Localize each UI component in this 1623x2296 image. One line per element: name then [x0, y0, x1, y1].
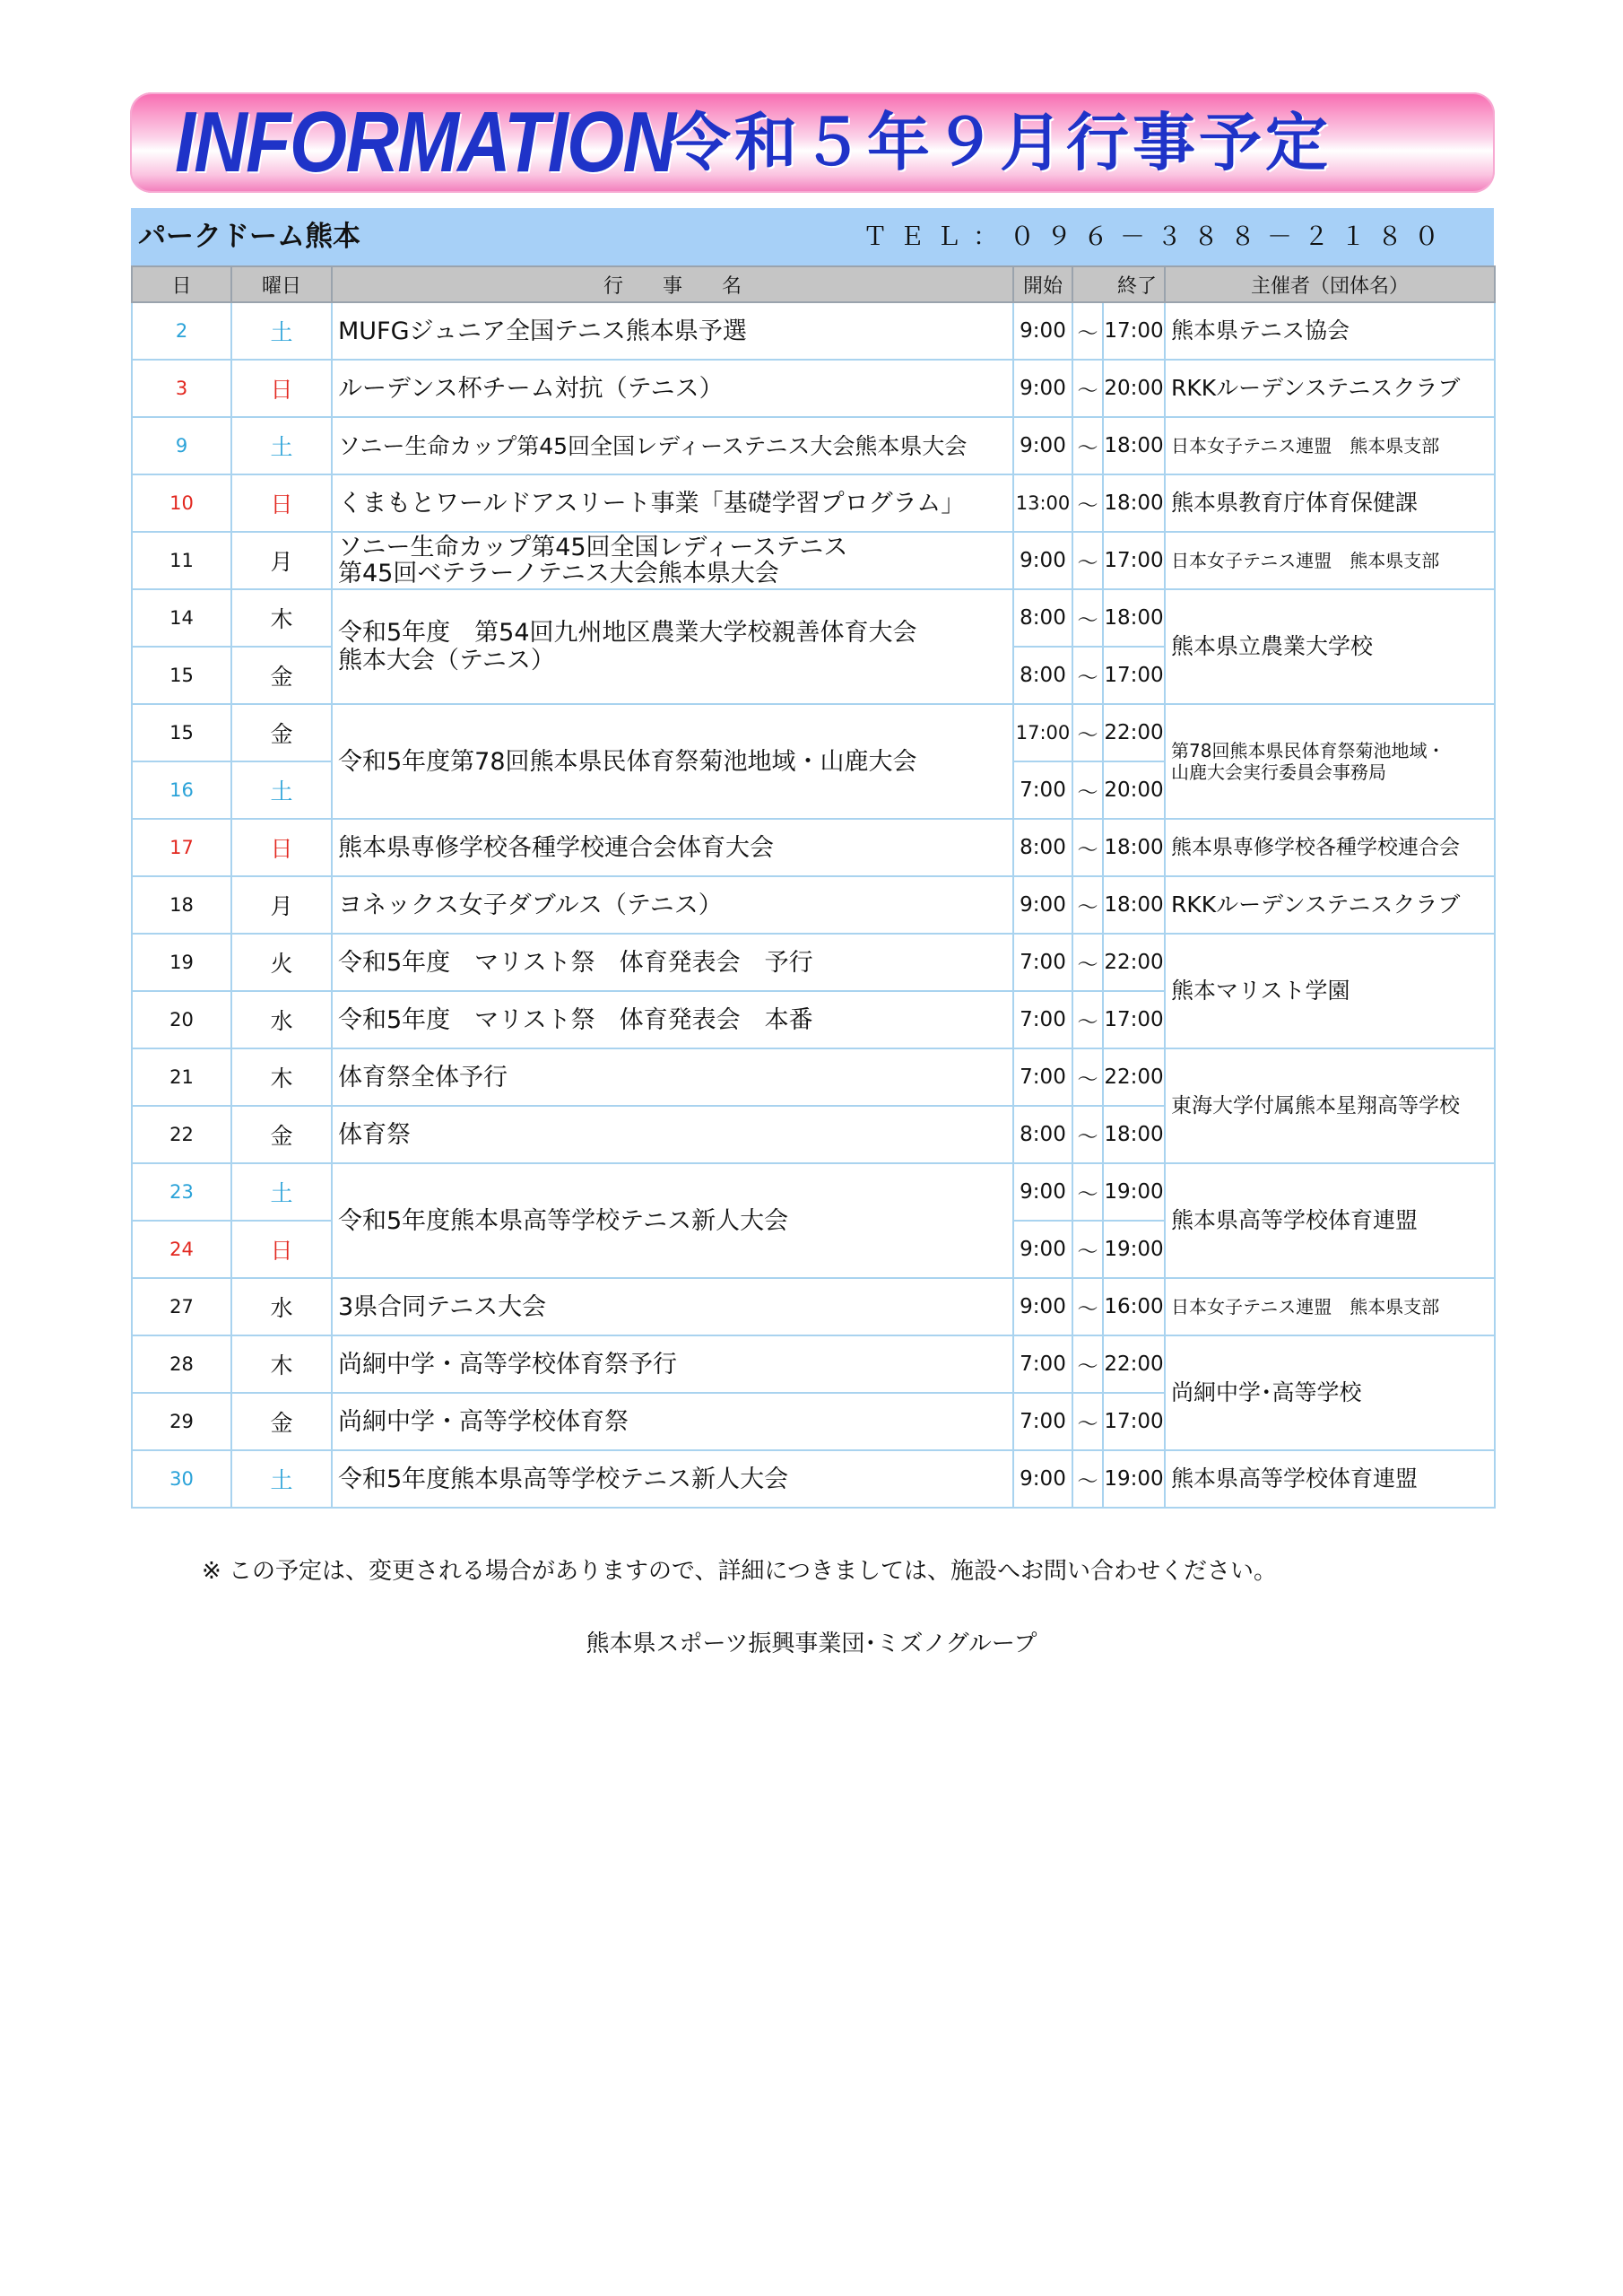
event-line: 熊本大会（テニス）: [338, 647, 555, 674]
day-cell: 23: [132, 1163, 231, 1221]
table-row: [132, 360, 1495, 417]
day-cell: 15: [132, 704, 231, 761]
end-time-cell: 22:00: [1103, 704, 1165, 761]
start-time-cell: 9:00: [1013, 876, 1072, 934]
event-cell: くまもとワールドアスリート事業「基礎学習プログラム」: [332, 474, 1013, 532]
time-separator: ～: [1072, 532, 1103, 589]
weekday-cell: 水: [231, 991, 332, 1048]
time-separator: ～: [1072, 991, 1103, 1048]
weekday-cell: 土: [231, 1450, 332, 1508]
event-cell: 体育祭: [332, 1106, 1013, 1163]
end-time-cell: 18:00: [1103, 417, 1165, 474]
organizer-cell: 日本女子テニス連盟 熊本県支部: [1165, 532, 1495, 589]
day-cell: 30: [132, 1450, 231, 1508]
time-separator: ～: [1072, 1106, 1103, 1163]
time-separator: ～: [1072, 417, 1103, 474]
table-row: [132, 1163, 1495, 1221]
table-row: [132, 474, 1495, 532]
organizer-cell: 熊本県テニス協会: [1165, 302, 1495, 360]
day-cell: 3: [132, 360, 231, 417]
time-separator: ～: [1072, 1048, 1103, 1106]
event-cell: 令和5年度 マリスト祭 体育発表会 本番: [332, 991, 1013, 1048]
organizer-cell: 熊本県高等学校体育連盟: [1165, 1163, 1495, 1278]
column-header-start: 開始: [1013, 266, 1072, 302]
organizer-cell: RKKルーデンステニスクラブ: [1165, 876, 1495, 934]
time-separator: ～: [1072, 1278, 1103, 1335]
table-row: [132, 1048, 1495, 1106]
weekday-cell: 土: [231, 761, 332, 819]
end-time-cell: 19:00: [1103, 1450, 1165, 1508]
venue-name: パークドーム熊本: [138, 221, 360, 253]
time-separator: ～: [1072, 647, 1103, 704]
start-time-cell: 9:00: [1013, 417, 1072, 474]
schedule-table: [131, 265, 1496, 1509]
day-cell: 16: [132, 761, 231, 819]
event-cell: 3県合同テニス大会: [332, 1278, 1013, 1335]
start-time-cell: 8:00: [1013, 647, 1072, 704]
footer-organization: 熊本県スポーツ振興事業団･ミズノグループ: [586, 1631, 1037, 1657]
start-time-cell: 8:00: [1013, 1106, 1072, 1163]
start-time-cell: 9:00: [1013, 1163, 1072, 1221]
schedule-note: ※ この予定は、変更される場合がありますので、詳細につきましては、施設へお問い合わせください。: [202, 1558, 1278, 1585]
day-cell: 18: [132, 876, 231, 934]
event-cell: ヨネックス女子ダブルス（テニス）: [332, 876, 1013, 934]
weekday-cell: 木: [231, 1048, 332, 1106]
weekday-cell: 火: [231, 934, 332, 991]
end-time-cell: 18:00: [1103, 819, 1165, 876]
end-time-cell: 22:00: [1103, 1048, 1165, 1106]
day-cell: 15: [132, 647, 231, 704]
end-time-cell: 17:00: [1103, 1393, 1165, 1450]
time-separator: ～: [1072, 1221, 1103, 1278]
event-cell: MUFGジュニア全国テニス熊本県予選: [332, 302, 1013, 360]
organizer-cell: 熊本県専修学校各種学校連合会: [1165, 819, 1495, 876]
start-time-cell: 7:00: [1013, 1048, 1072, 1106]
end-time-cell: 17:00: [1103, 302, 1165, 360]
table-row: [132, 934, 1495, 991]
start-time-cell: 7:00: [1013, 991, 1072, 1048]
weekday-cell: 金: [231, 647, 332, 704]
column-header-end: 終了: [1072, 266, 1165, 302]
start-time-cell: 13:00: [1013, 474, 1072, 532]
weekday-cell: 月: [231, 532, 332, 589]
weekday-cell: 日: [231, 819, 332, 876]
weekday-cell: 金: [231, 1106, 332, 1163]
end-time-cell: 19:00: [1103, 1163, 1165, 1221]
end-time-cell: 18:00: [1103, 876, 1165, 934]
time-separator: ～: [1072, 1335, 1103, 1393]
end-time-cell: 18:00: [1103, 1106, 1165, 1163]
event-cell: 令和5年度熊本県高等学校テニス新人大会: [332, 1163, 1013, 1278]
event-line: 令和5年度 第54回九州地区農業大学校親善体育大会: [338, 619, 917, 647]
day-cell: 17: [132, 819, 231, 876]
organizer-cell: [1165, 704, 1495, 819]
start-time-cell: 9:00: [1013, 532, 1072, 589]
venue-bar: [131, 208, 1494, 265]
time-separator: ～: [1072, 360, 1103, 417]
end-time-cell: 18:00: [1103, 589, 1165, 647]
day-cell: 29: [132, 1393, 231, 1450]
day-cell: 28: [132, 1335, 231, 1393]
day-cell: 21: [132, 1048, 231, 1106]
organizer-cell: 熊本県高等学校体育連盟: [1165, 1450, 1495, 1508]
end-time-cell: 16:00: [1103, 1278, 1165, 1335]
weekday-cell: 日: [231, 360, 332, 417]
table-row: [132, 819, 1495, 876]
event-cell: 体育祭全体予行: [332, 1048, 1013, 1106]
end-time-cell: 22:00: [1103, 1335, 1165, 1393]
weekday-cell: 土: [231, 1163, 332, 1221]
table-row: [132, 704, 1495, 761]
time-separator: ～: [1072, 1450, 1103, 1508]
end-time-cell: 17:00: [1103, 647, 1165, 704]
weekday-cell: 月: [231, 876, 332, 934]
organizer-cell: 日本女子テニス連盟 熊本県支部: [1165, 1278, 1495, 1335]
start-time-cell: 7:00: [1013, 934, 1072, 991]
day-cell: 14: [132, 589, 231, 647]
table-row: [132, 589, 1495, 647]
end-time-cell: 19:00: [1103, 1221, 1165, 1278]
organizer-line: 第78回熊本県民体育祭菊池地域・: [1171, 740, 1445, 761]
event-cell: ルーデンス杯チーム対抗（テニス）: [332, 360, 1013, 417]
organizer-cell: 熊本マリスト学園: [1165, 934, 1495, 1048]
start-time-cell: 8:00: [1013, 589, 1072, 647]
information-heading: INFORMATION: [175, 94, 675, 190]
end-time-cell: 17:00: [1103, 991, 1165, 1048]
event-line: 第45回ベテラーノテニス大会熊本県大会: [338, 560, 779, 587]
organizer-cell: 日本女子テニス連盟 熊本県支部: [1165, 417, 1495, 474]
time-separator: ～: [1072, 704, 1103, 761]
weekday-cell: 木: [231, 1335, 332, 1393]
start-time-cell: 9:00: [1013, 1278, 1072, 1335]
weekday-cell: 水: [231, 1278, 332, 1335]
organizer-cell: RKKルーデンステニスクラブ: [1165, 360, 1495, 417]
weekday-cell: 土: [231, 417, 332, 474]
event-cell: 令和5年度第78回熊本県民体育祭菊池地域・山鹿大会: [332, 704, 1013, 819]
day-cell: 11: [132, 532, 231, 589]
time-separator: ～: [1072, 934, 1103, 991]
time-separator: ～: [1072, 876, 1103, 934]
start-time-cell: 17:00: [1013, 704, 1072, 761]
weekday-cell: 木: [231, 589, 332, 647]
time-separator: ～: [1072, 1163, 1103, 1221]
start-time-cell: 7:00: [1013, 1335, 1072, 1393]
start-time-cell: 8:00: [1013, 819, 1072, 876]
time-separator: ～: [1072, 1393, 1103, 1450]
start-time-cell: 9:00: [1013, 1450, 1072, 1508]
time-separator: ～: [1072, 761, 1103, 819]
column-header-event: 行 事 名: [332, 266, 1013, 302]
column-header-day: 日: [132, 266, 231, 302]
weekday-cell: 日: [231, 474, 332, 532]
event-cell: [332, 589, 1013, 704]
table-row: [132, 532, 1495, 589]
weekday-cell: 金: [231, 704, 332, 761]
table-row: [132, 1278, 1495, 1335]
time-separator: ～: [1072, 302, 1103, 360]
weekday-cell: 日: [231, 1221, 332, 1278]
day-cell: 19: [132, 934, 231, 991]
start-time-cell: 7:00: [1013, 761, 1072, 819]
end-time-cell: 22:00: [1103, 934, 1165, 991]
event-cell: [332, 532, 1013, 589]
day-cell: 24: [132, 1221, 231, 1278]
organizer-cell: 東海大学付属熊本星翔高等学校: [1165, 1048, 1495, 1163]
day-cell: 20: [132, 991, 231, 1048]
table-row: [132, 876, 1495, 934]
start-time-cell: 9:00: [1013, 1221, 1072, 1278]
time-separator: ～: [1072, 589, 1103, 647]
event-cell: 尚絅中学・高等学校体育祭予行: [332, 1335, 1013, 1393]
event-line: ソニー生命カップ第45回全国レディーステニス: [338, 534, 848, 561]
day-cell: 10: [132, 474, 231, 532]
table-row: [132, 1450, 1495, 1508]
end-time-cell: 20:00: [1103, 360, 1165, 417]
time-separator: ～: [1072, 819, 1103, 876]
event-cell: 尚絅中学・高等学校体育祭: [332, 1393, 1013, 1450]
title-banner: [130, 92, 1495, 193]
start-time-cell: 9:00: [1013, 360, 1072, 417]
table-row: [132, 417, 1495, 474]
end-time-cell: 20:00: [1103, 761, 1165, 819]
day-cell: 27: [132, 1278, 231, 1335]
day-cell: 22: [132, 1106, 231, 1163]
start-time-cell: 9:00: [1013, 302, 1072, 360]
organizer-cell: 熊本県立農業大学校: [1165, 589, 1495, 704]
event-cell: 熊本県専修学校各種学校連合会体育大会: [332, 819, 1013, 876]
column-header-weekday: 曜日: [231, 266, 332, 302]
time-separator: ～: [1072, 474, 1103, 532]
page-title: 令和５年９月行事予定: [668, 106, 1332, 179]
organizer-cell: 尚絅中学･高等学校: [1165, 1335, 1495, 1450]
table-row: [132, 1335, 1495, 1393]
column-header-organizer: 主催者（団体名）: [1165, 266, 1495, 302]
weekday-cell: 金: [231, 1393, 332, 1450]
organizer-cell: 熊本県教育庁体育保健課: [1165, 474, 1495, 532]
end-time-cell: 18:00: [1103, 474, 1165, 532]
organizer-line: 山鹿大会実行委員会事務局: [1171, 761, 1387, 783]
weekday-cell: 土: [231, 302, 332, 360]
table-row: [132, 302, 1495, 360]
table-header-row: [132, 266, 1495, 302]
venue-phone: ＴＥＬ：０９６－３８８－２１８０: [862, 222, 1451, 251]
start-time-cell: 7:00: [1013, 1393, 1072, 1450]
event-cell: 令和5年度熊本県高等学校テニス新人大会: [332, 1450, 1013, 1508]
day-cell: 2: [132, 302, 231, 360]
event-cell: ソニー生命カップ第45回全国レディーステニス大会熊本県大会: [332, 417, 1013, 474]
day-cell: 9: [132, 417, 231, 474]
end-time-cell: 17:00: [1103, 532, 1165, 589]
event-cell: 令和5年度 マリスト祭 体育発表会 予行: [332, 934, 1013, 991]
